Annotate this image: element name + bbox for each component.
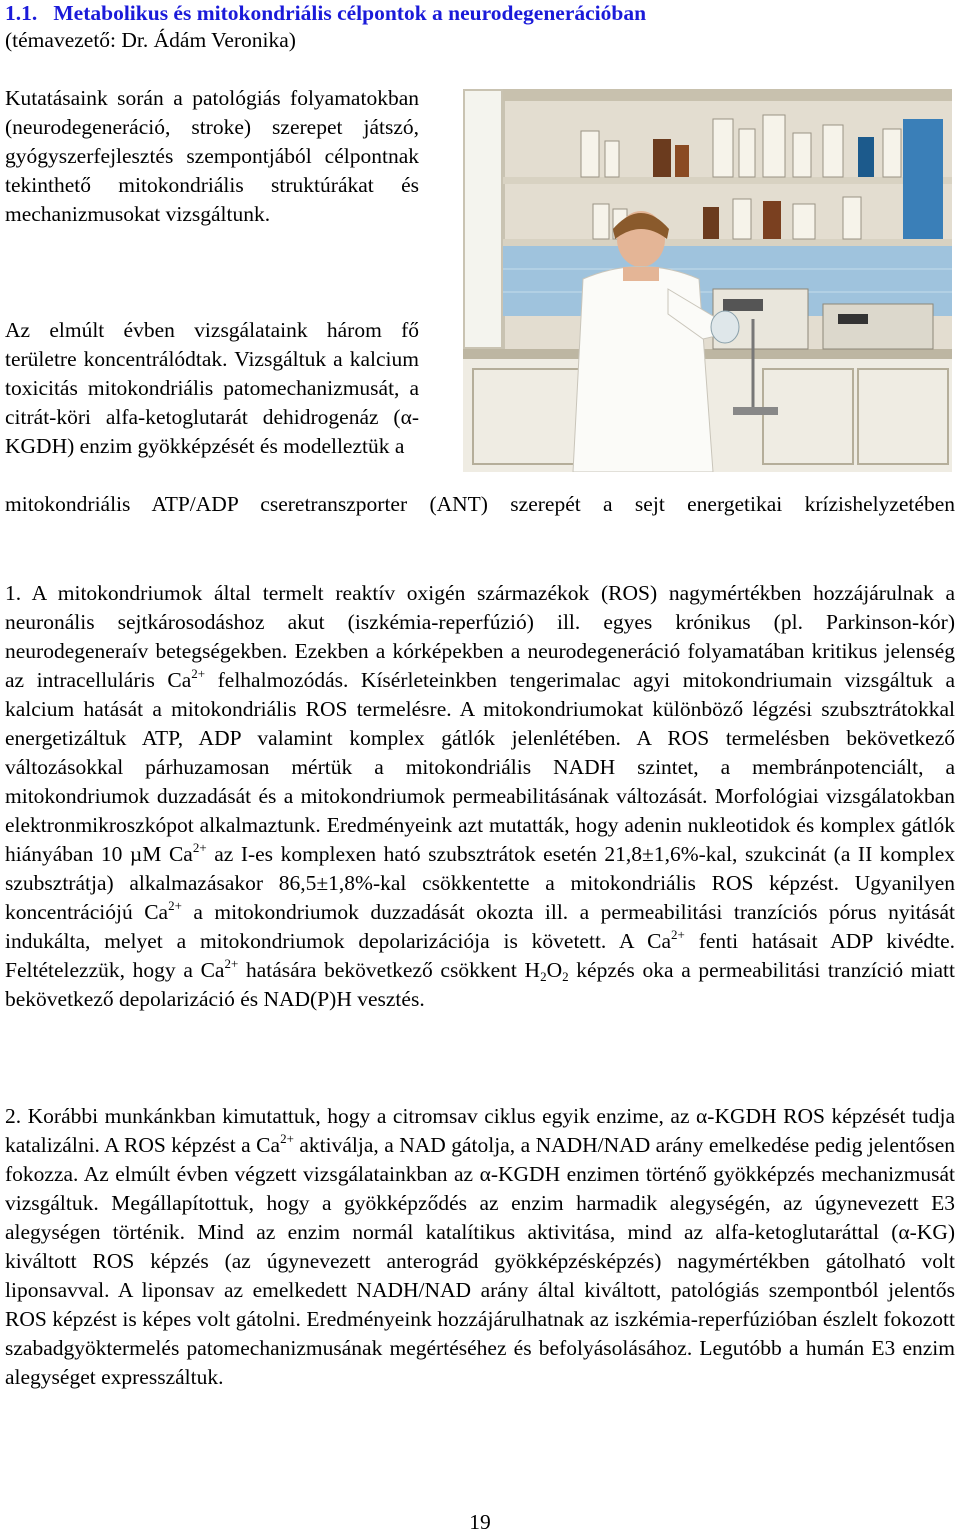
supervisor-line: (témavezető: Dr. Ádám Veronika): [5, 28, 296, 52]
p1-text-e: fenti hatásait ADP kivédte. Feltételezzük, hogy a Ca: [5, 929, 955, 982]
p2-text-a: 2. Korábbi munkánkban kimutattuk, hogy a citromsav ciklus egyik enzime, az α-KGDH ROS képzését tudja katalizálni. A ROS képzést a Ca: [5, 1104, 955, 1157]
p1-sub-2: 2: [562, 969, 569, 984]
focus-paragraph-continuation: mitokondriális ATP/ADP cseretranszporter (ANT) szerepét a sejt energetikai krízishelyzetében: [5, 492, 955, 516]
p1-text-c: az I-es komplexen ható szubsztrátok esetén 21,8±1,6%-kal, szukcinát (a II komplex szubsztrátja) alkalmazásakor 86,5±1,8%-kal csökkentette a mitokondriális ROS képzést. Ugyanilyen koncentrációjú Ca: [5, 842, 955, 924]
p1-text-f: hatására bekövetkező csökkent H: [238, 958, 541, 982]
p1-sup-5: 2+: [224, 956, 239, 971]
p1-sub-1: 2: [540, 969, 547, 984]
p1-sup-2: 2+: [192, 840, 207, 855]
p1-text-h: képzés oka a permeabilitási tranzíció miatt bekövetkező depolarizáció és NAD(P)H vesztés.: [5, 958, 955, 1011]
p1-text-d: a mitokondriumok duzzadását okozta ill. a permeabilitási tranzíciós pórus nyitását indukálta, melyet a mitokondriumok depolarizációja is követett. A Ca: [5, 900, 955, 953]
section-number: 1.1.: [5, 1, 38, 25]
paragraph-1: [5, 579, 955, 1014]
p1-sup-3: 2+: [168, 898, 182, 913]
focus-paragraph-left: Az elmúlt évben vizsgálataink három fő területre koncentrálódtak. Vizsgáltuk a kalcium toxicitás mitokondriális patomechanizmusát, a citrát-köri alfa-ketoglutarát dehidrogenáz (α-KGDH) enzim gyökképzését és modelleztük a: [5, 318, 419, 458]
section-title: Metabolikus és mitokondriális célpontok a neurodegenerációban: [53, 1, 647, 25]
p1-sup-1: 2+: [191, 666, 206, 681]
p2-text-b: aktiválja, a NAD gátolja, a NADH/NAD arány emelkedése pedig jelentősen fokozza. Az elmúlt évben végzett vizsgálatainkban az α-KGDH enzimen történő gyökképzés mechanizmusát vizsgáltuk. Megállapítottuk, hogy a gyökképződés az enzim harmadik alegységén, az úgynevezett E3 alegységen történik. Mind az enzim normál katalítikus aktivitása, mind az alfa-ketoglutaráttal (α-KG) kiváltott ROS képzés (az úgynevezett anterográd gyökképzésképzés) nagymértékben gátolható volt liponsavval. A liponsav az emelkedett NADH/NAD arány által kiváltott, patológiás szempontból jelentős ROS képzést is képes volt gátolni. Eredményeink hozzájárulhatnak az iszkémia-reperfúzióban észlelt fokozott szabadgyöktermelés patomechanizmusának megértéséhez és befolyásolásához. Legutóbb a humán E3 enzim alegységet expresszáltuk.: [5, 1133, 955, 1389]
p1-text-b: felhalmozódás. Kísérleteinkben tengerimalac agyi mitokondriumain vizsgáltuk a kalcium hatását a mitokondriális ROS termelésre. A mitokondriumokat különböző légzési szubsztrátokkal energetizáltuk ATP, ADP valamint komplex gátlók jelenlétében. A ROS termelésben bekövetkező változásokkal párhuzamosan mértük a mitokondriális NADH szintet, a membránpotenciált, a mitokondriumok duzzadását és a mitokondriumok permeabilitásának változását. Morfológiai vizsgálatokban elektronmikroszkópot alkalmaztunk. Eredményeink azt mutatták, hogy adenin nukleotidok és komplex gátlók hiányában 10 µM Ca: [5, 668, 955, 866]
page-number: 19: [469, 1510, 491, 1534]
p1-text-a: 1. A mitokondriumok által termelt reaktív oxigén származékok (ROS) nagymértékben hozzájárulnak a neuronális sejtkárosodáshoz akut (iszkémia-reperfúzió) ill. egyes krónikus (pl. Parkinson-kór) neurodegeneraív betegségekben. Ezekben a kórképekben a neurodegeneráció folyamatában kritikus jelenség az intracelluláris Ca: [5, 581, 955, 692]
p2-sup-1: 2+: [280, 1131, 294, 1146]
paragraph-2: [5, 1102, 955, 1392]
p1-text-g: O: [546, 958, 563, 982]
intro-paragraph: Kutatásaink során a patológiás folyamatokban (neurodegeneráció, stroke) szerepet játszó, gyógyszerfejlesztés szempontjából célpontnak tekinthető mitokondriális struktúrákat és mechanizmusokat vizsgáltunk.: [5, 86, 419, 226]
section-heading: [5, 0, 646, 26]
lab-photo: [463, 89, 952, 472]
p1-sup-4: 2+: [671, 927, 685, 942]
lab-photo-illustration: [463, 89, 952, 472]
